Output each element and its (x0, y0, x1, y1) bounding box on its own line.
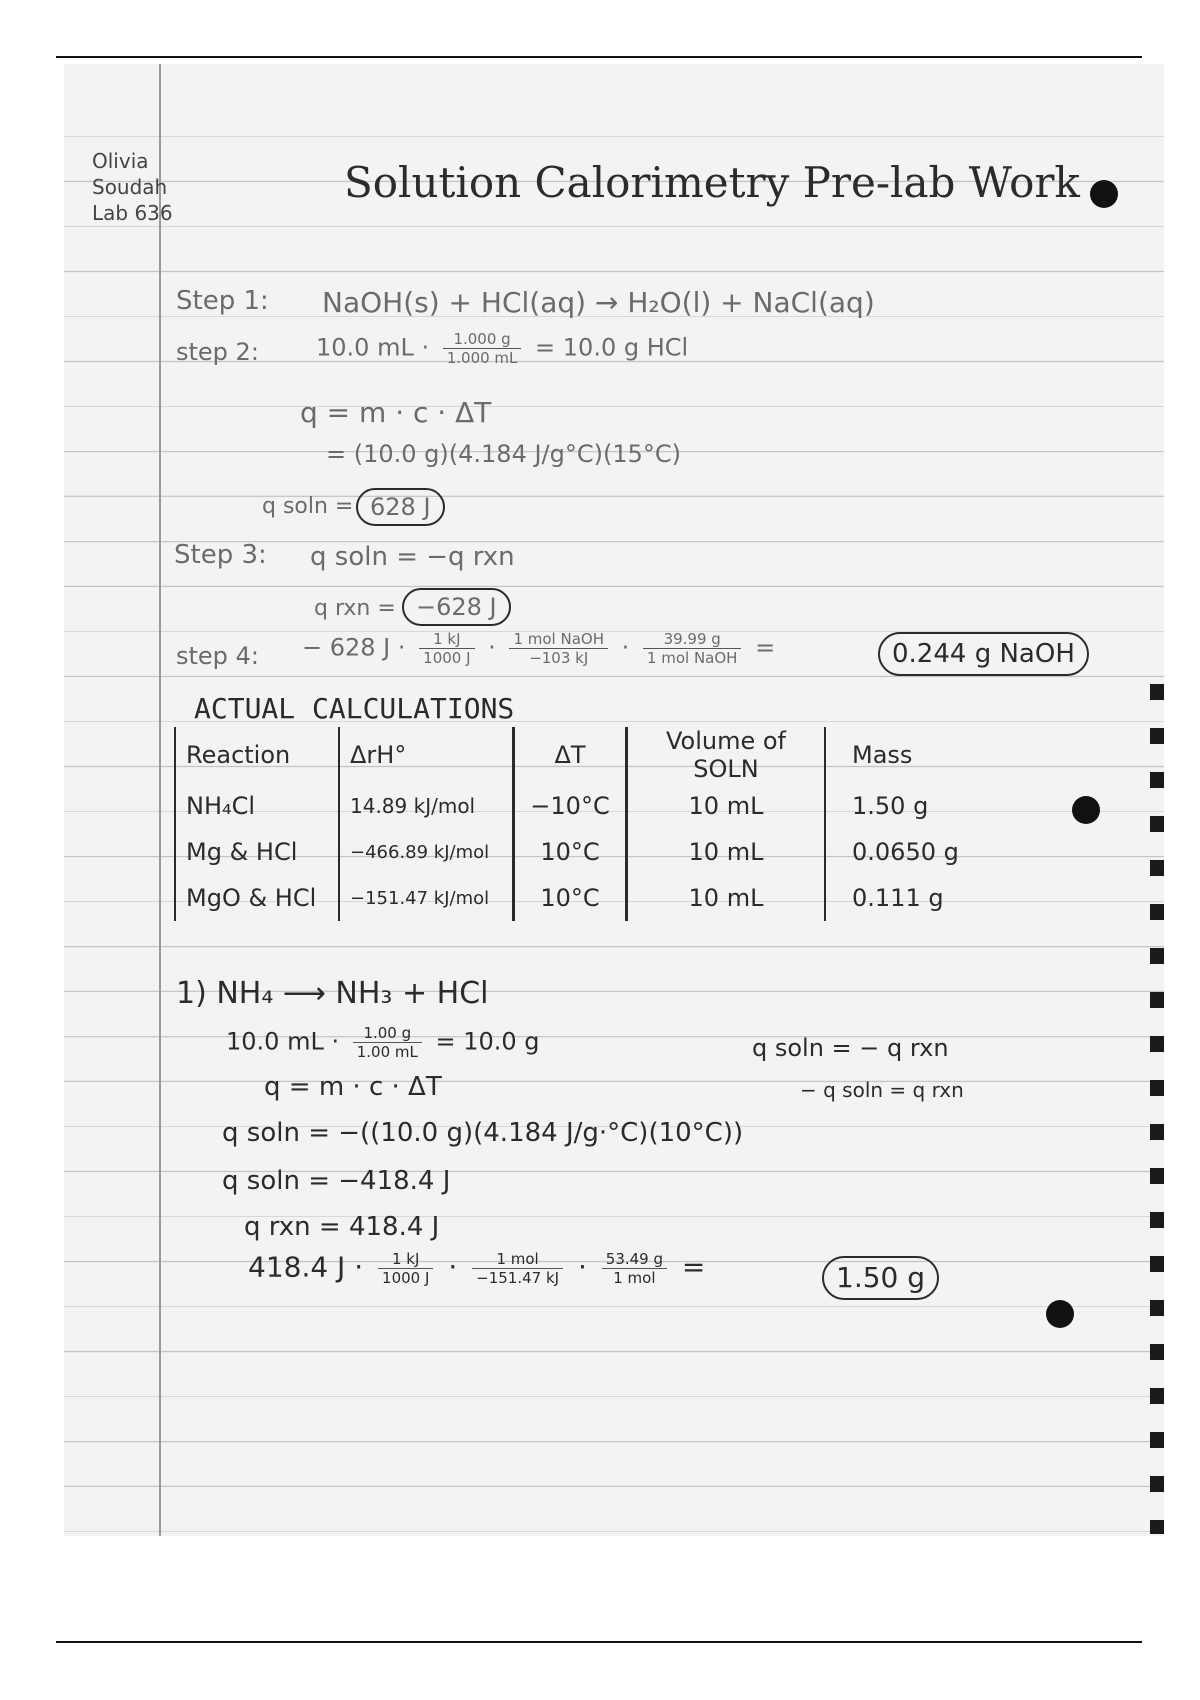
step4-conversion: − 628 J · $\frac{1 kJ}{1000 J}$ · $\frac{\text{1 mol NaOH}}{-103 kJ}$ · $\frac{39.99 g}{\text{1 mol NaOH}}$ = (302, 630, 776, 667)
mol-fraction: $\frac{\text{1 mol NaOH}}{-103 kJ}$ (509, 630, 608, 667)
col-delta-t: ΔT (514, 727, 627, 783)
reaction1-mass: 10.0 mL · $\frac{1.00 g}{1.00 mL}$ = 10.0 g (226, 1024, 540, 1061)
q-formula: q = m · c · ΔT (300, 396, 492, 429)
q-soln-label: q soln = (262, 494, 354, 519)
step2-conversion (316, 330, 688, 367)
punch-hole (1046, 1300, 1074, 1328)
step2-result: = 10.0 g HCl (535, 333, 689, 362)
calculations-table (174, 727, 984, 921)
q-rxn-label: q rxn = (314, 596, 396, 621)
reaction1-q-soln-calc: q soln = −((10.0 g)(4.184 J/g·°C)(10°C)) (222, 1118, 744, 1148)
step4-label: step 4: (176, 642, 259, 670)
q-substitution: = (10.0 g)(4.184 J/g°C)(15°C) (326, 440, 682, 468)
kj-fraction: $\frac{1 kJ}{1000 J}$ (378, 1250, 433, 1287)
q-soln-answer: 628 J (356, 488, 445, 526)
q-rxn-answer: −628 J (402, 588, 511, 626)
reaction1-q-formula: q = m · c · ΔT (264, 1072, 442, 1102)
col-mass: Mass (852, 741, 913, 769)
density-fraction: $\frac{1.000 g}{1.000 mL}$ (443, 330, 522, 367)
step1-label: Step 1: (176, 286, 269, 316)
reaction1-answer: 1.50 g (822, 1256, 939, 1300)
table-row: Mg & HCl −466.89 kJ/mol 10°C 10 mL 0.0650 g (175, 829, 983, 875)
step3-label: Step 3: (174, 540, 267, 570)
col-reaction: Reaction (175, 727, 339, 783)
col-enthalpy: ΔrH° (339, 727, 514, 783)
step3-equation: q soln = −q rxn (310, 542, 515, 572)
reaction1-final-calc: 418.4 J · $\frac{1 kJ}{1000 J}$ · $\frac{\text{1 mol}}{-151.47 kJ}$ · $\frac{53.49 g}{\text{1 mol}}$ = (248, 1250, 706, 1287)
spiral-binding (1150, 684, 1164, 1534)
punch-hole (1090, 180, 1118, 208)
molar-mass-fraction: $\frac{39.99 g}{\text{1 mol NaOH}}$ (643, 630, 742, 667)
step4-start: − 628 J · (302, 633, 406, 662)
top-rule (56, 56, 1142, 58)
punch-hole (1072, 796, 1100, 824)
margin-line (159, 64, 161, 1536)
author-name: Olivia Soudah Lab 636 (92, 149, 173, 225)
table-header (175, 727, 983, 783)
heat-relation-1: q soln = − q rxn (752, 1034, 949, 1062)
table-row: MgO & HCl −151.47 kJ/mol 10°C 10 mL 0.111 g (175, 875, 983, 921)
molar-mass-fraction: $\frac{53.49 g}{\text{1 mol}}$ (602, 1250, 667, 1287)
kj-fraction: $\frac{1 kJ}{1000 J}$ (419, 630, 474, 667)
heat-relation-2: − q soln = q rxn (800, 1078, 964, 1102)
page-title: Solution Calorimetry Pre-lab Work (344, 158, 1080, 207)
step2-label: step 2: (176, 338, 259, 366)
density-fraction: $\frac{1.00 g}{1.00 mL}$ (353, 1024, 422, 1061)
col-volume: Volume of SOLN (627, 727, 826, 783)
step2-start: 10.0 mL · (316, 333, 430, 362)
table-row: NH₄Cl 14.89 kJ/mol −10°C 10 mL 1.50 g (175, 783, 983, 829)
bottom-rule (56, 1641, 1142, 1643)
actual-heading: ACTUAL CALCULATIONS (194, 692, 515, 725)
step4-answer: 0.244 g NaOH (878, 632, 1089, 676)
reaction1-equation: 1) NH₄ ⟶ NH₃ + HCl (176, 976, 489, 1011)
reaction1-q-rxn: q rxn = 418.4 J (244, 1212, 440, 1242)
mol-fraction: $\frac{\text{1 mol}}{-151.47 kJ}$ (472, 1250, 563, 1287)
step1-equation: NaOH(s) + HCl(aq) → H₂O(l) + NaCl(aq) (322, 286, 875, 319)
reaction1-q-soln-result: q soln = −418.4 J (222, 1166, 451, 1196)
